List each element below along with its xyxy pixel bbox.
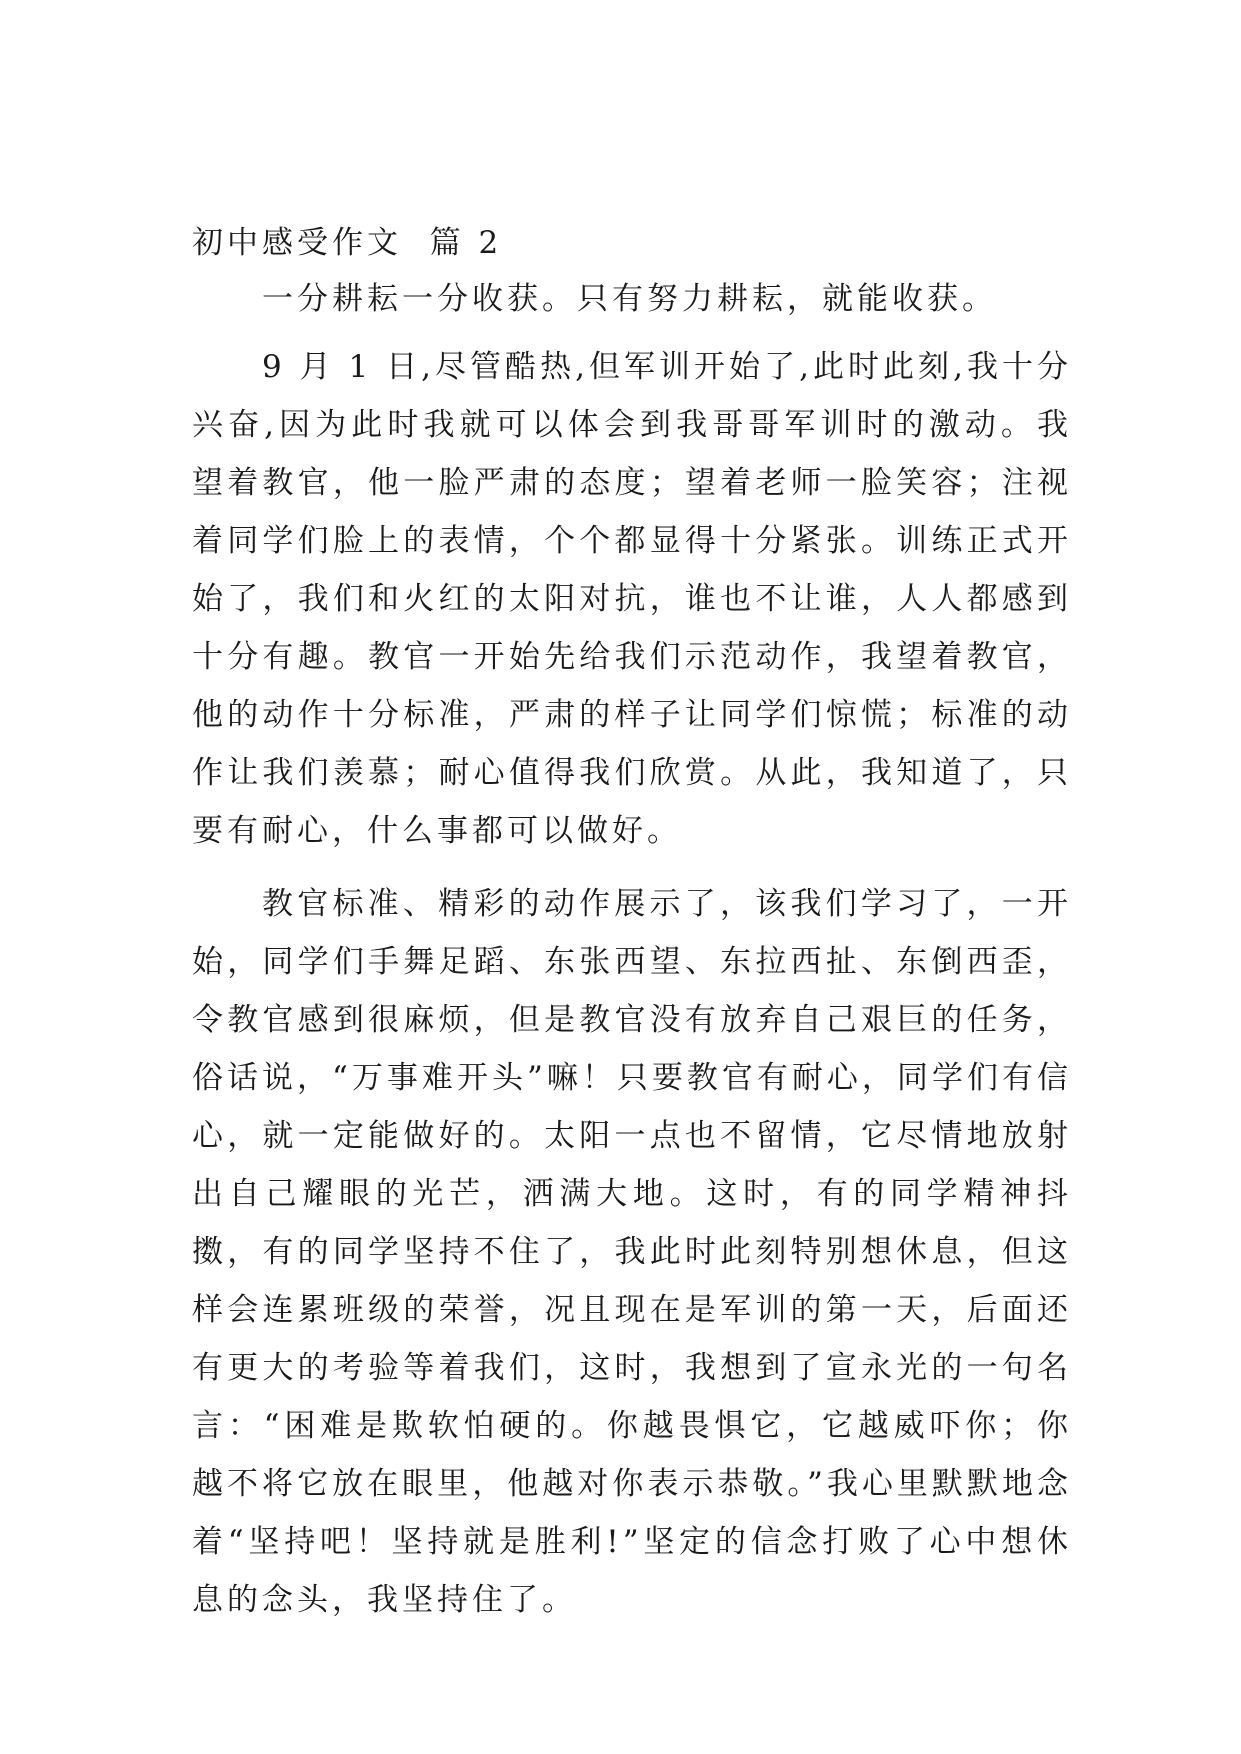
paragraph-3: 教官标准、精彩的动作展示了，该我们学习了，一开始，同学们手舞足蹈、东张西望、东拉西扯、东倒西歪，令教官感到很麻烦，但是教官没有放弃自己艰巨的任务，俗话说，“万事难开头”嘛！只要教官有耐心，同学们有信心，就一定能做好的。太阳一点也不留情，它尽情地放射出自己耀眼的光芒，洒满大地。这时，有的同学精神抖擞，有的同学坚持不住了，我此时此刻特别想休息，但这样会连累班级的荣誉，况且现在是军训的第一天，后面还有更大的考验等着我们，这时，我想到了宣永光的一句名言：“困难是欺软怕硬的。你越畏惧它，它越威吓你；你越不将它放在眼里，他越对你表示恭敬。”我心里默默地念着“坚持吧！坚持就是胜利!”坚定的信念打败了心中想休息的念头，我坚持住了。: [192, 886, 1072, 1618]
document-title: 初中感受作文 篇 2: [192, 225, 503, 261]
document-body: [192, 222, 1072, 1644]
paragraph-1: 一分耕耘一分收获。只有努力耕耘，就能收获。: [262, 281, 997, 317]
paragraph-2: 9 月 1 日,尽管酷热,但军训开始了,此时此刻,我十分兴奋,因为此时我就可以体会到我哥哥军训时的激动。我望着教官，他一脸严肃的态度；望着老师一脸笑容；注视着同学们脸上的表情，个个都显得十分紧张。训练正式开始了，我们和火红的太阳对抗，谁也不让谁，人人都感到十分有趣。教官一开始先给我们示范动作，我望着教官，他的动作十分标准，严肃的样子让同学们惊慌；标准的动作让我们羡慕；耐心值得我们欣赏。从此，我知道了，只要有耐心，什么事都可以做好。: [192, 349, 1072, 849]
